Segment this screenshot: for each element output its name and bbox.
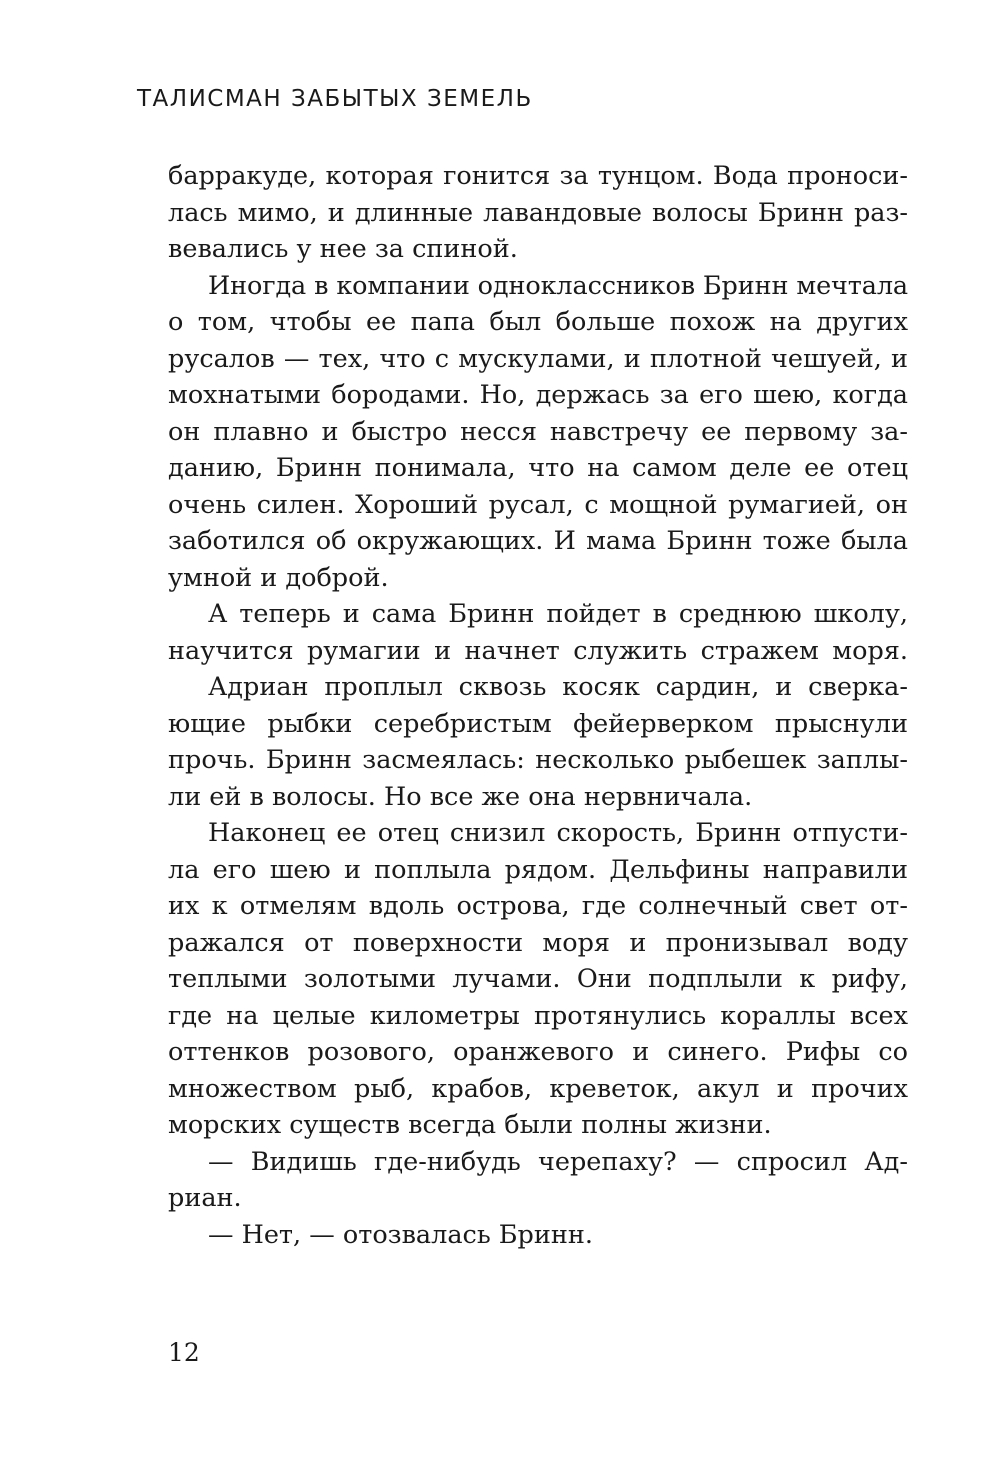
text-line: оттенков розового, оранжевого и синего. Рифы со [168, 1037, 908, 1067]
running-head: ТАЛИСМАН ЗАБЫТЫХ ЗЕМЕЛЬ [137, 86, 533, 112]
text-line: — Нет, — отозвалась Бринн. [208, 1219, 593, 1250]
body-text [168, 158, 908, 1253]
text-line: ла его шею и поплыла рядом. Дельфины направили [168, 854, 908, 885]
text-line: А теперь и сама Бринн пойдет в среднюю школу, [208, 599, 908, 629]
text-line: теплыми золотыми лучами. Они подплыли к рифу, [168, 964, 908, 994]
text-line: мохнатыми бородами. Но, держась за его шею, когда [168, 380, 908, 410]
page-number: 12 [168, 1338, 200, 1367]
text-line: морских существ всегда были полны жизни. [168, 1110, 772, 1140]
text-line: заботился об окружающих. И мама Бринн тоже была [168, 526, 908, 556]
text-line: научится румагии и начнет служить стражем моря. [168, 635, 908, 666]
text-line: Наконец ее отец снизил скорость, Бринн отпусти- [208, 818, 908, 848]
text-line: данию, Бринн понимала, что на самом деле ее отец [168, 453, 908, 483]
text-line: умной и доброй. [168, 562, 389, 593]
text-line: барракуде, которая гонится за тунцом. Вода проноси- [168, 161, 908, 191]
text-line: — Видишь где-нибудь черепаху? — спросил Ад- [208, 1146, 908, 1177]
text-line: ражался от поверхности моря и пронизывал воду [168, 927, 908, 958]
text-line: риан. [168, 1183, 242, 1213]
text-line: прочь. Бринн засмеялась: несколько рыбешек заплы- [168, 745, 908, 775]
text-line: лась мимо, и длинные лавандовые волосы Бринн раз- [168, 197, 908, 228]
text-line: ли ей в волосы. Но все же она нервничала. [168, 781, 753, 812]
text-line: их к отмелям вдоль острова, где солнечный свет от- [168, 891, 908, 921]
text-line: Адриан проплыл сквозь косяк сардин, и сверка- [208, 672, 908, 702]
text-line: русалов — тех, что с мускулами, и плотной чешуей, и [168, 343, 908, 374]
text-line: очень силен. Хороший русал, с мощной румагией, он [168, 489, 908, 520]
text-line: он плавно и быстро несся навстречу ее первому за- [168, 416, 908, 447]
text-line: Иногда в компании одноклассников Бринн мечтала [208, 270, 909, 301]
text-line: где на целые километры протянулись кораллы всех [168, 1000, 908, 1031]
text-line: множеством рыб, крабов, креветок, акул и прочих [168, 1073, 908, 1104]
text-line: вевались у нее за спиной. [168, 234, 518, 264]
text-line: о том, чтобы ее папа был больше похож на других [168, 307, 908, 337]
text-line: ющие рыбки серебристым фейерверком прыснули [168, 708, 908, 739]
